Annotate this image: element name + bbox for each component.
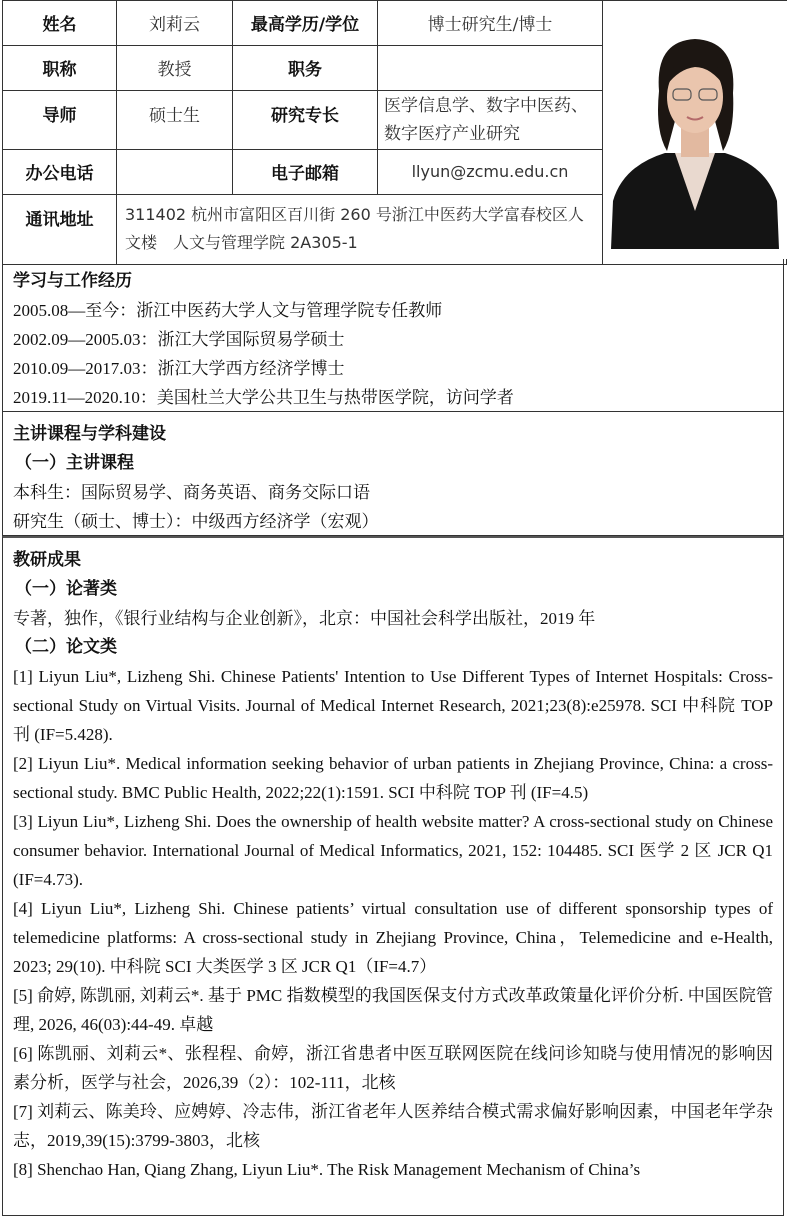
paper-item: [6] 陈凯丽、刘莉云*、张程程、俞婷，浙江省患者中医互联网医院在线问诊知晓与使用情况的影响因素分析，医学与社会，2026,39（2）：102-111，北核 bbox=[13, 1044, 773, 1092]
name-label: 姓名 bbox=[3, 1, 117, 46]
portrait-photo bbox=[603, 1, 787, 259]
profile-photo bbox=[603, 1, 787, 265]
paper-item: [8] Shenchao Han, Qiang Zhang, Liyun Liu*. The Risk Management Mechanism of China’s bbox=[13, 1160, 641, 1179]
research-section bbox=[2, 536, 784, 1216]
supervisor-value: 硕士生 bbox=[117, 90, 233, 149]
degree-value: 博士研究生/博士 bbox=[378, 1, 603, 46]
email-label: 电子邮箱 bbox=[233, 149, 378, 194]
experience-title: 学习与工作经历 bbox=[13, 271, 132, 291]
paper-item: [4] Liyun Liu*, Lizheng Shi. Chinese patients’ virtual consultation use of different sponsorship types of telemedicine platforms: A cross-sectional study in Zhejiang Province, China，Telemedicine and e-Health, 2023; 29(10). 中科院 SCI 大类医学 3 区 JCR Q1（IF=4.7） bbox=[13, 899, 773, 976]
title-value: 教授 bbox=[117, 45, 233, 90]
books-subtitle: （一）论著类 bbox=[15, 579, 117, 599]
name-value: 刘莉云 bbox=[117, 1, 233, 46]
course-item: 本科生：国际贸易学、商务英语、商务交际口语 bbox=[13, 483, 370, 502]
paper-item: [3] Liyun Liu*, Lizheng Shi. Does the ownership of health website matter? A cross-sectional study on Chinese consumer behavior. International Journal of Medical Informatics, 2021, 152: 104485. SCI 医学 2 区 JCR Q1 (IF=4.73). bbox=[13, 812, 773, 889]
supervisor-label: 导师 bbox=[3, 90, 117, 149]
research-title: 教研成果 bbox=[13, 550, 81, 570]
experience-item: 2010.09—2017.03：浙江大学西方经济学博士 bbox=[13, 359, 345, 378]
experience-section bbox=[2, 259, 784, 412]
experience-item: 2005.08—至今：浙江中医药大学人文与管理学院专任教师 bbox=[13, 301, 443, 320]
courses-section bbox=[2, 412, 784, 536]
research-label: 研究专长 bbox=[233, 90, 378, 149]
paper-item: [7] 刘莉云、陈美玲、应娉婷、冷志伟，浙江省老年人医养结合模式需求偏好影响因素，中国老年学杂志，2019,39(15):3799-3803，北核 bbox=[13, 1102, 773, 1150]
email-value: llyun@zcmu.edu.cn bbox=[378, 149, 603, 194]
paper-item: [5] 俞婷, 陈凯丽, 刘莉云*. 基于 PMC 指数模型的我国医保支付方式改革政策量化评价分析. 中国医院管理, 2026, 46(03):44-49. 卓越 bbox=[13, 986, 773, 1034]
papers-subtitle: （二）论文类 bbox=[15, 637, 117, 657]
profile-table bbox=[2, 0, 787, 265]
address-label: 通讯地址 bbox=[3, 194, 117, 264]
phone-value bbox=[117, 149, 233, 194]
paper-item: [2] Liyun Liu*. Medical information seeking behavior of urban patients in Zhejiang Province, China: a cross-sectional study. BMC Public Health, 2022;22(1):1591. SCI 中科院 TOP 刊 (IF=4.5) bbox=[13, 754, 773, 802]
address-value: 311402 杭州市富阳区百川街 260 号浙江中医药大学富春校区人文楼 人文与管理学院 2A305-1 bbox=[117, 194, 603, 264]
degree-label: 最高学历/学位 bbox=[233, 1, 378, 46]
course-item: 研究生（硕士、博士）：中级西方经济学（宏观） bbox=[13, 512, 379, 531]
research-value: 医学信息学、数字中医药、数字医疗产业研究 bbox=[378, 90, 603, 149]
title-label: 职称 bbox=[3, 45, 117, 90]
courses-title: 主讲课程与学科建设 bbox=[13, 424, 166, 444]
experience-item: 2002.09—2005.03：浙江大学国际贸易学硕士 bbox=[13, 330, 345, 349]
position-label: 职务 bbox=[233, 45, 378, 90]
book-item: 专著，独作，《银行业结构与企业创新》，北京：中国社会科学出版社，2019 年 bbox=[13, 609, 596, 628]
paper-item: [1] Liyun Liu*, Lizheng Shi. Chinese Patients' Intention to Use Different Types of Internet Hospitals: Cross-sectional Study on Virtual Visits. Journal of Medical Internet Research, 2021;23(8):e25978. SCI 中科院 TOP 刊 (IF=5.428). bbox=[13, 667, 773, 744]
phone-label: 办公电话 bbox=[3, 149, 117, 194]
position-value bbox=[378, 45, 603, 90]
courses-subtitle: （一）主讲课程 bbox=[15, 453, 134, 473]
experience-item: 2019.11—2020.10：美国杜兰大学公共卫生与热带医学院，访问学者 bbox=[13, 388, 514, 407]
